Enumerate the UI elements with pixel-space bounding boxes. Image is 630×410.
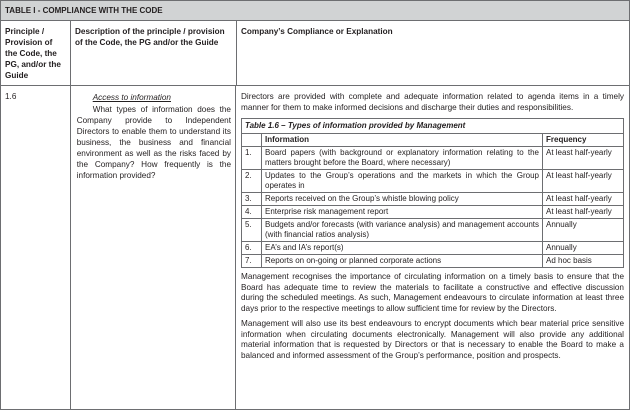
row-number: 5. <box>242 219 262 242</box>
intro-paragraph: Directors are provided with complete and adequate information related to agenda items in a timely manner for them to make informed decisions and discharge their duties and responsibilities. <box>241 92 624 112</box>
table-row <box>242 219 624 242</box>
description-cell <box>71 86 236 409</box>
principle-number: 1.6 <box>1 86 71 409</box>
table-row <box>242 242 624 255</box>
row-frequency: At least half-yearly <box>543 206 624 219</box>
row-frequency: Annually <box>543 242 624 255</box>
header-information: Information <box>262 134 543 147</box>
row-number: 3. <box>242 193 262 206</box>
row-information: Reports received on the Group’s whistle blowing policy <box>262 193 543 206</box>
table-row <box>1 86 629 409</box>
header-principle: Principle / Provision of the Code, the PG, and/or the Guide <box>1 21 71 85</box>
header-row <box>1 21 629 86</box>
row-information: Reports on on-going or planned corporate actions <box>262 255 543 268</box>
row-number: 7. <box>242 255 262 268</box>
header-description: Description of the principle / provision of the Code, the PG and/or the Guide <box>71 21 237 85</box>
row-frequency: At least half-yearly <box>543 170 624 193</box>
information-table <box>241 118 624 268</box>
timeliness-paragraph: Management recognises the importance of circulating information on a timely basis to ensure that the Board has adequate time to review the materials to facilitate a constructive and effective discussion during the scheduled meetings. As such, Management endeavours to circulate information at least three days prior to the respective meetings to allow sufficient time for review by the Directors. <box>241 272 624 313</box>
row-frequency: At least half-yearly <box>543 193 624 206</box>
row-frequency: At least half-yearly <box>543 147 624 170</box>
question-text: What types of information does the Company provide to Independent Directors to enable them to understand its business, the business and financial environment as well as the risks faced by the Company? How frequently is the information provided? <box>76 105 231 180</box>
question-heading: Access to information <box>92 93 171 102</box>
row-information: Updates to the Group’s operations and the markets in which the Group operates in <box>262 170 543 193</box>
table-row <box>242 255 624 268</box>
row-number: 6. <box>242 242 262 255</box>
table-row <box>242 147 624 170</box>
table-row <box>242 170 624 193</box>
table-caption: Table 1.6 – Types of information provided by Management <box>242 119 624 134</box>
row-number: 1. <box>242 147 262 170</box>
header-compliance: Company’s Compliance or Explanation <box>241 27 393 36</box>
row-information: Enterprise risk management report <box>262 206 543 219</box>
table-title: TABLE I - COMPLIANCE WITH THE CODE <box>1 1 629 21</box>
header-frequency: Frequency <box>543 134 624 147</box>
row-frequency: Annually <box>543 219 624 242</box>
row-number: 2. <box>242 170 262 193</box>
encryption-paragraph: Management will also use its best endeavours to encrypt documents which bear material price sensitive information when circulating documents electronically. Management will also provide any additional material information that is requested by Directors or that is necessary to enable the Board to make a balanced and informed assessment of the Group’s performance, position and prospects. <box>241 319 624 360</box>
row-frequency: Ad hoc basis <box>543 255 624 268</box>
row-information: EA’s and IA’s report(s) <box>262 242 543 255</box>
table-row <box>242 193 624 206</box>
row-information: Budgets and/or forecasts (with variance analysis) and management accounts (with financial ratios analysis) <box>262 219 543 242</box>
header-blank <box>242 134 262 147</box>
row-number: 4. <box>242 206 262 219</box>
table-row <box>242 206 624 219</box>
compliance-cell <box>236 86 629 409</box>
row-information: Board papers (with background or explanatory information relating to the matters brought before the Board, where necessary) <box>262 147 543 170</box>
